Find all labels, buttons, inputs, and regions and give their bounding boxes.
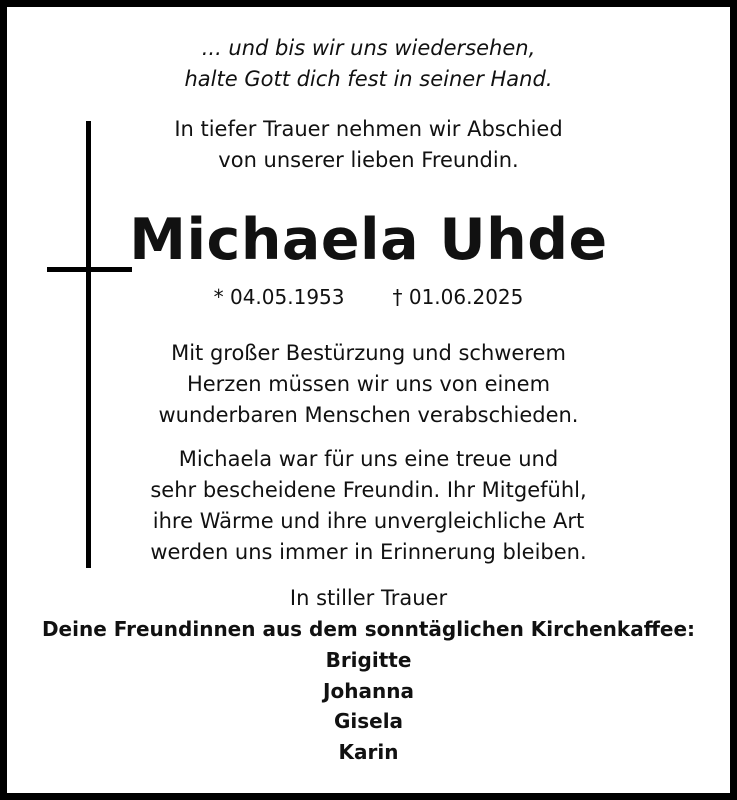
motto-line: ... und bis wir uns wiedersehen, (201, 36, 536, 60)
signatory-list (0, 645, 737, 767)
signatory-name: Gisela (333, 709, 404, 733)
signatory-name: Johanna (323, 678, 414, 703)
paragraph-condolence (0, 338, 737, 431)
deceased-name: Michaela Uhde (129, 207, 608, 273)
intro-line: von unserer lieben Freundin. (218, 148, 519, 172)
paragraph-line: ihre Wärme und ihre unvergleichliche Art (152, 509, 585, 533)
paragraph-line: Michaela war für uns eine treue und (178, 447, 559, 471)
intro-line: In tiefer Trauer nehmen wir Abschied (174, 117, 563, 141)
birth-date: * 04.05.1953 (213, 285, 345, 309)
paragraph-line: sehr bescheidene Freundin. Ihr Mitgefühl, (150, 478, 587, 502)
signatory-name: Karin (338, 739, 399, 764)
life-dates (0, 283, 737, 311)
motto-line: halte Gott dich fest in seiner Hand. (184, 67, 553, 91)
paragraph-line: Mit großer Bestürzung und schwerem (171, 341, 566, 365)
death-date: † 01.06.2025 (392, 285, 524, 309)
paragraph-line: werden uns immer in Erinnerung bleiben. (150, 540, 587, 564)
paragraph-line: wunderbaren Menschen verabschieden. (158, 403, 579, 427)
intro-text (0, 114, 737, 176)
motto (0, 33, 737, 95)
signatory-name: Brigitte (325, 648, 412, 672)
closing-trauer: In stiller Trauer (289, 586, 448, 610)
paragraph-tribute (0, 444, 737, 568)
closing-group: Deine Freundinnen aus dem sonntäglichen Kirchenkaffee: (41, 617, 696, 641)
paragraph-line: Herzen müssen wir uns von einem (186, 372, 551, 396)
